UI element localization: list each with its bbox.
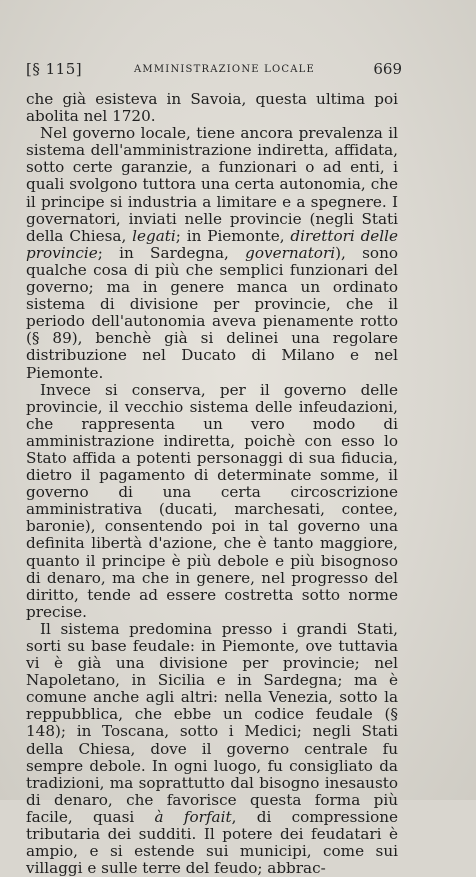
italic-text: à forfait: [154, 807, 232, 826]
section-reference: [§ 115]: [26, 60, 83, 78]
body-text: [26, 91, 398, 877]
page-number: 669: [373, 60, 402, 78]
text-run: Il sistema predomina presso i grandi Stati, sorti su base feudale: in Piemonte, ove tuttavia vi è già una divisione per provincie; nel Napoletano, in Sicilia e in Sardegna; ma è comune anche agli altri: nella Venezia, sotto la reppubblica, che ebbe un codice feudale (§ 148); in Toscana, sotto i Medici; negli Stati della Chiesa, dove il governo centrale fu sempre debole. In ogni luogo, fu consigliato da tradizioni, ma soprattutto dal bisogno inesausto di denaro, che favorisce questa forma più facile, quasi: [26, 619, 398, 826]
paragraph: [26, 125, 398, 381]
text-run: Invece si conserva, per il governo delle provincie, il vecchio sistema delle infeudazioni, che rappresenta un vero modo di amministrazione indiretta, poichè con esso lo Stato affida a potenti personaggi di sua fiducia, dietro il pagamento di determinate somme, il governo di una certa circoscrizione amministrativa (ducati, marchesati, contee, baronie), consentendo poi in tal governo una definita libertà d'azione, che è tanto maggiore, quanto il principe è più debole e più bisognoso di denaro, ma che in genere, nel progresso del diritto, tende ad essere costretta sotto norme precise.: [26, 380, 398, 621]
text-run: ), sono qualche cosa di più che semplici funzionari del governo; ma in genere manca un ordinato sistema di divisione per provincie, che il periodo dell'autonomia aveva pienamente rotto (§ 89), benchè già si delinei una regolare distribuzione nel Ducato di Milano e nel Piemonte.: [26, 243, 398, 382]
text-run: che già esisteva in Savoia, questa ultima poi abolita nel 1720.: [26, 90, 398, 126]
italic-text: direttori delle provincie: [26, 226, 398, 262]
italic-text: governatori: [245, 243, 336, 262]
paragraph: [26, 91, 398, 125]
running-title: AMMINISTRAZIONE LOCALE: [134, 64, 315, 75]
text-run: , di compressione tributaria dei sudditi. Il potere dei feudatari è ampio, e si estende sui municipi, come sui villaggi e sulle terre del feudo; abbrac-: [26, 807, 398, 877]
paragraph: [26, 621, 398, 877]
italic-text: legati: [132, 226, 176, 245]
text-run: ; in Piemonte,: [175, 226, 291, 245]
text-run: Nel governo locale, tiene ancora prevalenza il sistema dell'amministrazione indiretta, affidata, sotto certe garanzie, a funzionari o ad enti, i quali svolgono tuttora una certa autonomia, che il principe si industria a limitare e a spegnere. I governatori, inviati nelle provincie (negli Stati della Chiesa,: [26, 124, 398, 245]
text-run: ; in Sardegna,: [97, 243, 246, 262]
running-header: [20, 60, 402, 82]
paragraph: [26, 382, 398, 621]
